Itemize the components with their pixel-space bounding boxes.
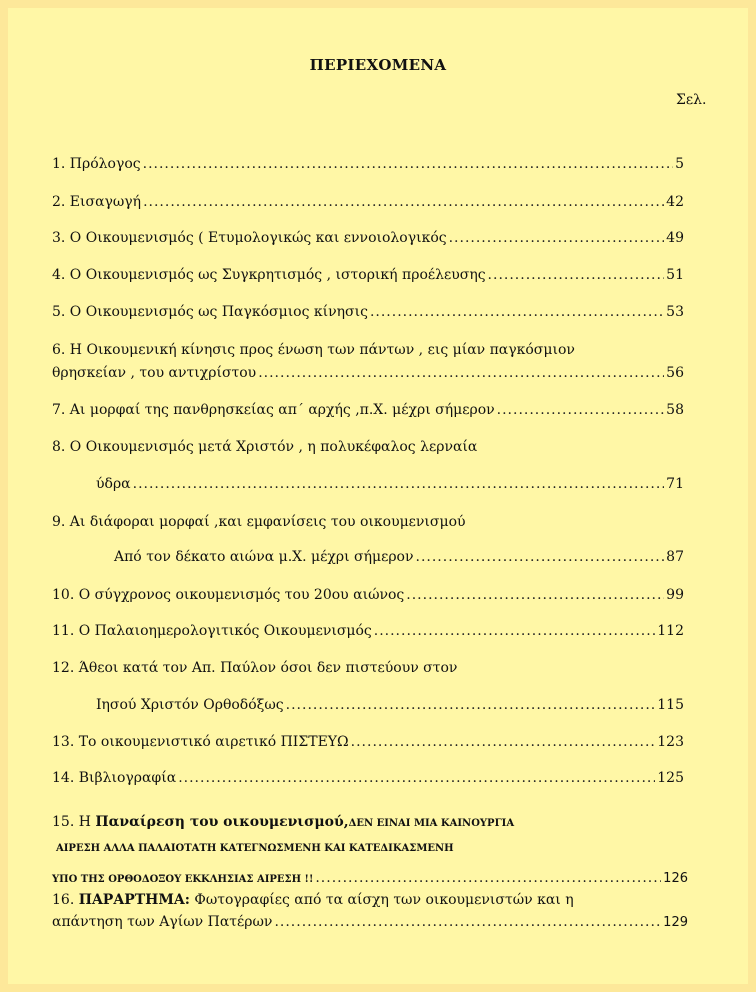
toc-entry-3: 3. Ο Οικουμενισμός ( Ετυμολογικώς και εννοιολογικός ..... 49 <box>52 230 684 246</box>
toc-entry-14: 14. Βιβλιογραφία ..... 125 <box>52 770 684 786</box>
toc-entry-11: 11. Ο Παλαιοημερολογιτικός Οικουμενισμός ..... 112 <box>52 623 684 639</box>
toc-entry-8: ύδρα ..... 71 <box>96 476 684 492</box>
page-column-label: Σελ. <box>676 92 707 108</box>
toc-entry-16: απάντηση των Αγίων Πατέρων ..... 129 <box>52 914 688 930</box>
toc-entry-15-line1: 15. Η Παναίρεση του οικουμενισμού,ΔΕΝ ΕΙΝΑΙ ΜΙΑ ΚΑΙΝΟΥΡΓΙΑ <box>52 814 515 830</box>
page-title: ΠΕΡΙΕΧΟΜΕΝΑ <box>309 56 447 74</box>
toc-entry-9: Από τον δέκατο αιώνα μ.Χ. μέχρι σήμερον ..... 87 <box>114 549 684 565</box>
toc-entry-2: 2. Εισαγωγή ..... 42 <box>52 194 684 210</box>
toc-entry-7: 7. Αι μορφαί της πανθρησκείας απ΄ αρχής ,π.Χ. μέχρι σήμερον ..... 58 <box>52 402 684 418</box>
toc-entry-5: 5. Ο Οικουμενισμός ως Παγκόσμιος κίνησις ..... 53 <box>52 304 684 320</box>
toc-entry-10: 10. Ο σύγχρονος οικουμενισμός του 20ου αιώνος ..... 99 <box>52 587 684 603</box>
toc-entry-15-line2: ΑΙΡΕΣΗ ΑΛΛΑ ΠΑΛΑΙΟΤΑΤΗ ΚΑΤΕΓΝΩΣΜΕΝΗ ΚΑΙ ΚΑΤΕΔΙΚΑΣΜΕΝΗ <box>56 843 454 854</box>
toc-entry-9-line1: 9. Αι διάφοραι μορφαί ,και εμφανίσεις του οικουμενισμού <box>52 514 466 530</box>
toc-entry-16-line1: 16. ΠΑΡΑΡΤΗΜΑ: Φωτογραφίες από τα αίσχη των οικουμενιστών και η <box>52 892 574 908</box>
toc-entry-8-line1: 8. Ο Οικουμενισμός μετά Χριστόν , η πολυκέφαλος λερναία <box>52 439 478 455</box>
toc-entry-12: Ιησού Χριστόν Ορθοδόξως ..... 115 <box>96 697 684 713</box>
toc-entry-6-line1: 6. Η Οικουμενική κίνησις προς ένωση των πάντων , εις μίαν παγκόσμιον <box>52 342 575 358</box>
toc-entry-12-line1: 12. Άθεοι κατά τον Απ. Παύλον όσοι δεν πιστεύουν στον <box>52 660 458 676</box>
toc-entry-1: 1. Πρόλογος ..... 5 <box>52 156 684 172</box>
toc-entry-6: θρησκείαν , του αντιχρίστου ..... 56 <box>52 365 684 381</box>
toc-entry-4: 4. Ο Οικουμενισμός ως Συγκρητισμός , ιστορική προέλευσης ..... 51 <box>52 267 684 283</box>
toc-entry-13: 13. Το οικουμενιστικό αιρετικό ΠΙΣΤΕΥΩ ..... 123 <box>52 734 684 750</box>
toc-entry-15: ΥΠΟ ΤΗΣ ΟΡΘΟΔΟΞΟΥ ΕΚΚΛΗΣΙΑΣ ΑΙΡΕΣΗ !! ..... 126 <box>52 870 688 886</box>
